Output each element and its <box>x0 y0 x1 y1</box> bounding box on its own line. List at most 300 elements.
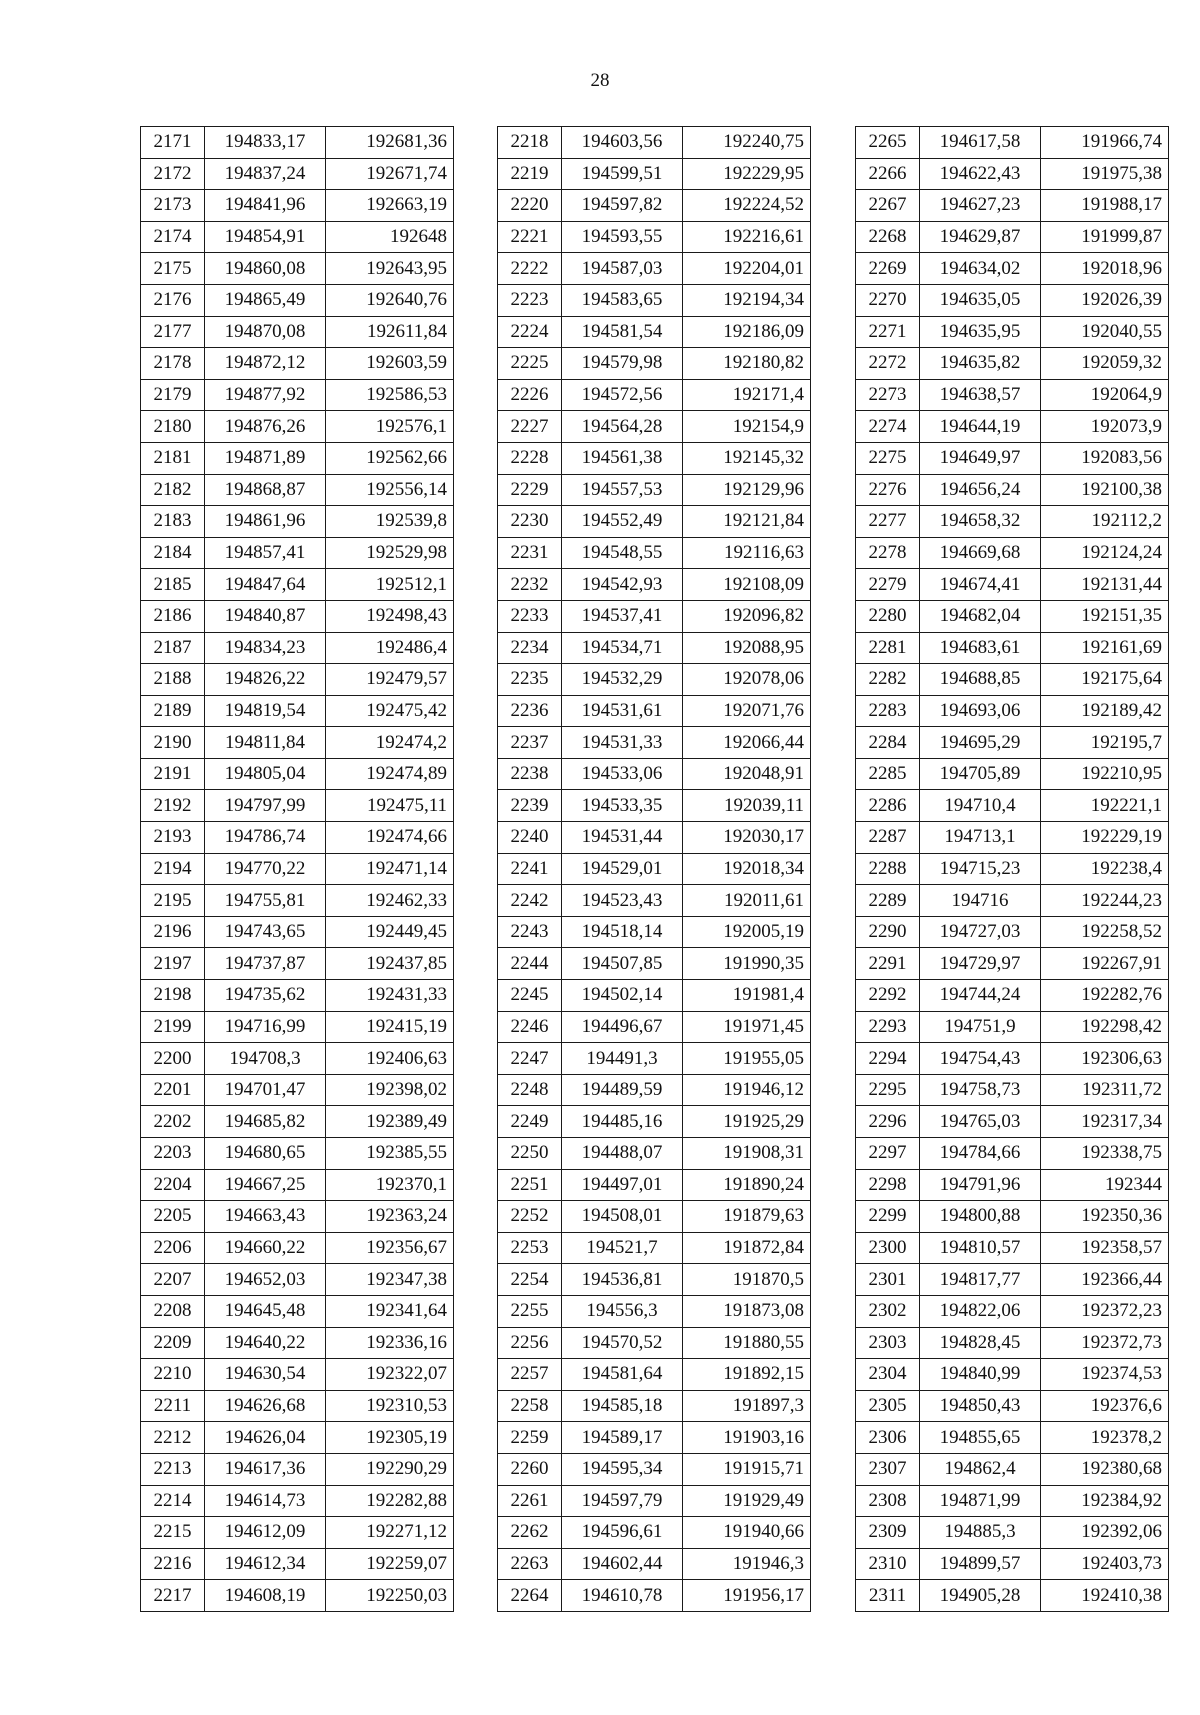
point-number-cell: 2197 <box>141 948 205 980</box>
y-coordinate-cell: 192562,66 <box>326 442 454 474</box>
table-row <box>498 822 811 854</box>
table-row <box>141 790 454 822</box>
y-coordinate-cell: 192259,07 <box>326 1548 454 1580</box>
x-coordinate-cell: 194596,61 <box>562 1517 683 1549</box>
table-row <box>498 379 811 411</box>
x-coordinate-cell: 194581,54 <box>562 316 683 348</box>
x-coordinate-cell: 194755,81 <box>205 885 326 917</box>
point-number-cell: 2203 <box>141 1138 205 1170</box>
y-coordinate-cell: 191999,87 <box>1041 221 1169 253</box>
x-coordinate-cell: 194617,58 <box>920 127 1041 159</box>
x-coordinate-cell: 194744,24 <box>920 980 1041 1012</box>
x-coordinate-cell: 194871,89 <box>205 442 326 474</box>
y-coordinate-cell: 192271,12 <box>326 1517 454 1549</box>
y-coordinate-cell: 192322,07 <box>326 1359 454 1391</box>
x-coordinate-cell: 194617,36 <box>205 1453 326 1485</box>
point-number-cell: 2192 <box>141 790 205 822</box>
table-row <box>498 1043 811 1075</box>
point-number-cell: 2304 <box>856 1359 920 1391</box>
point-number-cell: 2213 <box>141 1453 205 1485</box>
table-row <box>856 664 1169 696</box>
table-row <box>856 632 1169 664</box>
x-coordinate-cell: 194635,82 <box>920 348 1041 380</box>
x-coordinate-cell: 194640,22 <box>205 1327 326 1359</box>
table-row <box>141 1485 454 1517</box>
x-coordinate-cell: 194765,03 <box>920 1106 1041 1138</box>
point-number-cell: 2211 <box>141 1390 205 1422</box>
table-row <box>498 1485 811 1517</box>
point-number-cell: 2224 <box>498 316 562 348</box>
table-row <box>141 1453 454 1485</box>
table-row <box>498 1169 811 1201</box>
y-coordinate-cell: 192356,67 <box>326 1232 454 1264</box>
point-number-cell: 2264 <box>498 1580 562 1612</box>
point-number-cell: 2286 <box>856 790 920 822</box>
point-number-cell: 2297 <box>856 1138 920 1170</box>
y-coordinate-cell: 192380,68 <box>1041 1453 1169 1485</box>
point-number-cell: 2306 <box>856 1422 920 1454</box>
point-number-cell: 2285 <box>856 758 920 790</box>
table-row <box>498 190 811 222</box>
point-number-cell: 2292 <box>856 980 920 1012</box>
point-number-cell: 2249 <box>498 1106 562 1138</box>
table-row <box>856 1485 1169 1517</box>
point-number-cell: 2258 <box>498 1390 562 1422</box>
table-row <box>856 316 1169 348</box>
x-coordinate-cell: 194735,62 <box>205 980 326 1012</box>
table-row <box>141 1011 454 1043</box>
point-number-cell: 2293 <box>856 1011 920 1043</box>
table-row <box>498 1138 811 1170</box>
x-coordinate-cell: 194508,01 <box>562 1201 683 1233</box>
point-number-cell: 2171 <box>141 127 205 159</box>
table-row <box>856 127 1169 159</box>
table-row <box>498 1232 811 1264</box>
x-coordinate-cell: 194534,71 <box>562 632 683 664</box>
y-coordinate-cell: 192372,73 <box>1041 1327 1169 1359</box>
x-coordinate-cell: 194542,93 <box>562 569 683 601</box>
point-number-cell: 2308 <box>856 1485 920 1517</box>
point-number-cell: 2296 <box>856 1106 920 1138</box>
x-coordinate-cell: 194727,03 <box>920 916 1041 948</box>
point-number-cell: 2294 <box>856 1043 920 1075</box>
point-number-cell: 2235 <box>498 664 562 696</box>
x-coordinate-cell: 194608,19 <box>205 1580 326 1612</box>
point-number-cell: 2243 <box>498 916 562 948</box>
x-coordinate-cell: 194536,81 <box>562 1264 683 1296</box>
x-coordinate-cell: 194805,04 <box>205 758 326 790</box>
x-coordinate-cell: 194614,73 <box>205 1485 326 1517</box>
table-row <box>856 474 1169 506</box>
point-number-cell: 2254 <box>498 1264 562 1296</box>
y-coordinate-cell: 192431,33 <box>326 980 454 1012</box>
point-number-cell: 2251 <box>498 1169 562 1201</box>
table-row <box>856 1169 1169 1201</box>
table-row <box>498 980 811 1012</box>
point-number-cell: 2282 <box>856 664 920 696</box>
point-number-cell: 2281 <box>856 632 920 664</box>
y-coordinate-cell: 191925,29 <box>683 1106 811 1138</box>
table-row <box>141 1043 454 1075</box>
point-number-cell: 2233 <box>498 600 562 632</box>
table-row <box>141 411 454 443</box>
x-coordinate-cell: 194840,87 <box>205 600 326 632</box>
y-coordinate-cell: 192175,64 <box>1041 664 1169 696</box>
table-row <box>856 727 1169 759</box>
x-coordinate-cell: 194857,41 <box>205 537 326 569</box>
y-coordinate-cell: 191955,05 <box>683 1043 811 1075</box>
table-row <box>856 506 1169 538</box>
x-coordinate-cell: 194855,65 <box>920 1422 1041 1454</box>
point-number-cell: 2248 <box>498 1074 562 1106</box>
y-coordinate-cell: 192358,57 <box>1041 1232 1169 1264</box>
y-coordinate-cell: 192195,7 <box>1041 727 1169 759</box>
x-coordinate-cell: 194811,84 <box>205 727 326 759</box>
x-coordinate-cell: 194715,23 <box>920 853 1041 885</box>
x-coordinate-cell: 194629,87 <box>920 221 1041 253</box>
point-number-cell: 2276 <box>856 474 920 506</box>
y-coordinate-cell: 192224,52 <box>683 190 811 222</box>
table-row <box>498 1106 811 1138</box>
point-number-cell: 2173 <box>141 190 205 222</box>
point-number-cell: 2202 <box>141 1106 205 1138</box>
x-coordinate-cell: 194751,9 <box>920 1011 1041 1043</box>
y-coordinate-cell: 191988,17 <box>1041 190 1169 222</box>
point-number-cell: 2200 <box>141 1043 205 1075</box>
table-row <box>856 1580 1169 1612</box>
point-number-cell: 2239 <box>498 790 562 822</box>
x-coordinate-cell: 194885,3 <box>920 1517 1041 1549</box>
x-coordinate-cell: 194667,25 <box>205 1169 326 1201</box>
point-number-cell: 2298 <box>856 1169 920 1201</box>
x-coordinate-cell: 194758,73 <box>920 1074 1041 1106</box>
point-number-cell: 2246 <box>498 1011 562 1043</box>
x-coordinate-cell: 194552,49 <box>562 506 683 538</box>
table-row <box>856 1327 1169 1359</box>
y-coordinate-cell: 191975,38 <box>1041 158 1169 190</box>
x-coordinate-cell: 194861,96 <box>205 506 326 538</box>
y-coordinate-cell: 192475,42 <box>326 695 454 727</box>
y-coordinate-cell: 192471,14 <box>326 853 454 885</box>
point-number-cell: 2275 <box>856 442 920 474</box>
y-coordinate-cell: 191880,55 <box>683 1327 811 1359</box>
point-number-cell: 2291 <box>856 948 920 980</box>
x-coordinate-cell: 194597,79 <box>562 1485 683 1517</box>
table-row <box>498 316 811 348</box>
y-coordinate-cell: 192347,38 <box>326 1264 454 1296</box>
x-coordinate-cell: 194800,88 <box>920 1201 1041 1233</box>
table-row <box>141 474 454 506</box>
table-row <box>856 1106 1169 1138</box>
x-coordinate-cell: 194754,43 <box>920 1043 1041 1075</box>
point-number-cell: 2307 <box>856 1453 920 1485</box>
x-coordinate-cell: 194531,44 <box>562 822 683 854</box>
y-coordinate-cell: 192350,36 <box>1041 1201 1169 1233</box>
table-row <box>498 158 811 190</box>
table-row <box>856 695 1169 727</box>
table-row <box>498 1327 811 1359</box>
table-row <box>498 790 811 822</box>
point-number-cell: 2196 <box>141 916 205 948</box>
table-row <box>498 127 811 159</box>
table-row <box>141 758 454 790</box>
x-coordinate-cell: 194529,01 <box>562 853 683 885</box>
x-coordinate-cell: 194865,49 <box>205 284 326 316</box>
table-row <box>856 1043 1169 1075</box>
y-coordinate-cell: 191915,71 <box>683 1453 811 1485</box>
x-coordinate-cell: 194485,16 <box>562 1106 683 1138</box>
y-coordinate-cell: 192378,2 <box>1041 1422 1169 1454</box>
point-number-cell: 2216 <box>141 1548 205 1580</box>
y-coordinate-cell: 191956,17 <box>683 1580 811 1612</box>
point-number-cell: 2267 <box>856 190 920 222</box>
y-coordinate-cell: 192216,61 <box>683 221 811 253</box>
x-coordinate-cell: 194868,87 <box>205 474 326 506</box>
table-row <box>498 1201 811 1233</box>
table-row <box>141 885 454 917</box>
x-coordinate-cell: 194682,04 <box>920 600 1041 632</box>
table-row <box>498 885 811 917</box>
point-number-cell: 2277 <box>856 506 920 538</box>
point-number-cell: 2178 <box>141 348 205 380</box>
point-number-cell: 2199 <box>141 1011 205 1043</box>
point-number-cell: 2309 <box>856 1517 920 1549</box>
table-row <box>141 600 454 632</box>
table-row <box>856 853 1169 885</box>
y-coordinate-cell: 192474,66 <box>326 822 454 854</box>
table-row <box>498 1264 811 1296</box>
table-row <box>141 695 454 727</box>
table-row <box>856 158 1169 190</box>
point-number-cell: 2270 <box>856 284 920 316</box>
y-coordinate-cell: 192410,38 <box>1041 1580 1169 1612</box>
y-coordinate-cell: 191946,12 <box>683 1074 811 1106</box>
point-number-cell: 2234 <box>498 632 562 664</box>
x-coordinate-cell: 194817,77 <box>920 1264 1041 1296</box>
table-row <box>856 1264 1169 1296</box>
y-coordinate-cell: 192026,39 <box>1041 284 1169 316</box>
table-row <box>498 853 811 885</box>
x-coordinate-cell: 194669,68 <box>920 537 1041 569</box>
y-coordinate-cell: 192498,43 <box>326 600 454 632</box>
x-coordinate-cell: 194603,56 <box>562 127 683 159</box>
point-number-cell: 2228 <box>498 442 562 474</box>
table-row <box>856 1011 1169 1043</box>
x-coordinate-cell: 194841,96 <box>205 190 326 222</box>
point-number-cell: 2212 <box>141 1422 205 1454</box>
y-coordinate-cell: 192403,73 <box>1041 1548 1169 1580</box>
table-row <box>856 1390 1169 1422</box>
table-row <box>141 1517 454 1549</box>
table-row <box>141 379 454 411</box>
y-coordinate-cell: 192039,11 <box>683 790 811 822</box>
table-row <box>498 442 811 474</box>
x-coordinate-cell: 194737,87 <box>205 948 326 980</box>
y-coordinate-cell: 192151,35 <box>1041 600 1169 632</box>
table-row <box>856 885 1169 917</box>
point-number-cell: 2174 <box>141 221 205 253</box>
point-number-cell: 2209 <box>141 1327 205 1359</box>
point-number-cell: 2247 <box>498 1043 562 1075</box>
y-coordinate-cell: 192018,34 <box>683 853 811 885</box>
point-number-cell: 2193 <box>141 822 205 854</box>
y-coordinate-cell: 192415,19 <box>326 1011 454 1043</box>
y-coordinate-cell: 192305,19 <box>326 1422 454 1454</box>
table-row <box>498 632 811 664</box>
x-coordinate-cell: 194877,92 <box>205 379 326 411</box>
table-row <box>856 916 1169 948</box>
x-coordinate-cell: 194695,29 <box>920 727 1041 759</box>
point-number-cell: 2288 <box>856 853 920 885</box>
table-row <box>141 348 454 380</box>
x-coordinate-cell: 194786,74 <box>205 822 326 854</box>
y-coordinate-cell: 192229,19 <box>1041 822 1169 854</box>
table-row <box>141 1295 454 1327</box>
table-row <box>141 316 454 348</box>
table-row <box>498 1295 811 1327</box>
point-number-cell: 2303 <box>856 1327 920 1359</box>
x-coordinate-cell: 194729,97 <box>920 948 1041 980</box>
x-coordinate-cell: 194872,12 <box>205 348 326 380</box>
x-coordinate-cell: 194521,7 <box>562 1232 683 1264</box>
point-number-cell: 2217 <box>141 1580 205 1612</box>
point-number-cell: 2300 <box>856 1232 920 1264</box>
point-number-cell: 2175 <box>141 253 205 285</box>
table-row <box>856 284 1169 316</box>
y-coordinate-cell: 192363,24 <box>326 1201 454 1233</box>
y-coordinate-cell: 191971,45 <box>683 1011 811 1043</box>
x-coordinate-cell: 194826,22 <box>205 664 326 696</box>
x-coordinate-cell: 194497,01 <box>562 1169 683 1201</box>
y-coordinate-cell: 192121,84 <box>683 506 811 538</box>
x-coordinate-cell: 194784,66 <box>920 1138 1041 1170</box>
point-number-cell: 2274 <box>856 411 920 443</box>
x-coordinate-cell: 194797,99 <box>205 790 326 822</box>
point-number-cell: 2238 <box>498 758 562 790</box>
x-coordinate-cell: 194634,02 <box>920 253 1041 285</box>
x-coordinate-cell: 194579,98 <box>562 348 683 380</box>
table-row <box>498 506 811 538</box>
x-coordinate-cell: 194587,03 <box>562 253 683 285</box>
point-number-cell: 2210 <box>141 1359 205 1391</box>
table-row <box>141 284 454 316</box>
table-row <box>498 569 811 601</box>
y-coordinate-cell: 192161,69 <box>1041 632 1169 664</box>
point-number-cell: 2225 <box>498 348 562 380</box>
y-coordinate-cell: 192238,4 <box>1041 853 1169 885</box>
x-coordinate-cell: 194705,89 <box>920 758 1041 790</box>
x-coordinate-cell: 194899,57 <box>920 1548 1041 1580</box>
table-row <box>856 253 1169 285</box>
y-coordinate-cell: 192648 <box>326 221 454 253</box>
point-number-cell: 2268 <box>856 221 920 253</box>
table-row <box>856 442 1169 474</box>
point-number-cell: 2185 <box>141 569 205 601</box>
y-coordinate-cell: 192129,96 <box>683 474 811 506</box>
x-coordinate-cell: 194583,65 <box>562 284 683 316</box>
x-coordinate-cell: 194713,1 <box>920 822 1041 854</box>
table-row <box>856 1074 1169 1106</box>
y-coordinate-cell: 192229,95 <box>683 158 811 190</box>
y-coordinate-cell: 192145,32 <box>683 442 811 474</box>
point-number-cell: 2201 <box>141 1074 205 1106</box>
point-number-cell: 2180 <box>141 411 205 443</box>
x-coordinate-cell: 194685,82 <box>205 1106 326 1138</box>
x-coordinate-cell: 194649,97 <box>920 442 1041 474</box>
point-number-cell: 2245 <box>498 980 562 1012</box>
point-number-cell: 2181 <box>141 442 205 474</box>
y-coordinate-cell: 192306,63 <box>1041 1043 1169 1075</box>
table-row <box>856 1453 1169 1485</box>
y-coordinate-cell: 192611,84 <box>326 316 454 348</box>
y-coordinate-cell: 191946,3 <box>683 1548 811 1580</box>
table-row <box>498 474 811 506</box>
y-coordinate-cell: 192030,17 <box>683 822 811 854</box>
y-coordinate-cell: 192317,34 <box>1041 1106 1169 1138</box>
y-coordinate-cell: 192437,85 <box>326 948 454 980</box>
table-row <box>141 1580 454 1612</box>
x-coordinate-cell: 194905,28 <box>920 1580 1041 1612</box>
point-number-cell: 2272 <box>856 348 920 380</box>
table-row <box>856 600 1169 632</box>
coordinates-table-3 <box>855 126 1169 1612</box>
table-row <box>498 1548 811 1580</box>
y-coordinate-cell: 191873,08 <box>683 1295 811 1327</box>
x-coordinate-cell: 194612,34 <box>205 1548 326 1580</box>
x-coordinate-cell: 194570,52 <box>562 1327 683 1359</box>
x-coordinate-cell: 194828,45 <box>920 1327 1041 1359</box>
table-row <box>856 948 1169 980</box>
table-row <box>856 758 1169 790</box>
x-coordinate-cell: 194523,43 <box>562 885 683 917</box>
x-coordinate-cell: 194837,24 <box>205 158 326 190</box>
table-row <box>141 190 454 222</box>
x-coordinate-cell: 194688,85 <box>920 664 1041 696</box>
y-coordinate-cell: 192108,09 <box>683 569 811 601</box>
y-coordinate-cell: 191892,15 <box>683 1359 811 1391</box>
y-coordinate-cell: 191966,74 <box>1041 127 1169 159</box>
y-coordinate-cell: 191879,63 <box>683 1201 811 1233</box>
y-coordinate-cell: 192210,95 <box>1041 758 1169 790</box>
point-number-cell: 2223 <box>498 284 562 316</box>
table-row <box>141 1138 454 1170</box>
table-row <box>498 221 811 253</box>
y-coordinate-cell: 192556,14 <box>326 474 454 506</box>
page-number: 28 <box>590 70 610 91</box>
x-coordinate-cell: 194496,67 <box>562 1011 683 1043</box>
point-number-cell: 2250 <box>498 1138 562 1170</box>
point-number-cell: 2262 <box>498 1517 562 1549</box>
x-coordinate-cell: 194862,4 <box>920 1453 1041 1485</box>
x-coordinate-cell: 194658,32 <box>920 506 1041 538</box>
point-number-cell: 2241 <box>498 853 562 885</box>
x-coordinate-cell: 194819,54 <box>205 695 326 727</box>
point-number-cell: 2195 <box>141 885 205 917</box>
y-coordinate-cell: 192479,57 <box>326 664 454 696</box>
point-number-cell: 2190 <box>141 727 205 759</box>
table-row <box>856 1138 1169 1170</box>
y-coordinate-cell: 192384,92 <box>1041 1485 1169 1517</box>
point-number-cell: 2255 <box>498 1295 562 1327</box>
y-coordinate-cell: 192096,82 <box>683 600 811 632</box>
point-number-cell: 2179 <box>141 379 205 411</box>
table-row <box>141 1390 454 1422</box>
y-coordinate-cell: 192071,76 <box>683 695 811 727</box>
y-coordinate-cell: 191940,66 <box>683 1517 811 1549</box>
x-coordinate-cell: 194531,33 <box>562 727 683 759</box>
x-coordinate-cell: 194626,68 <box>205 1390 326 1422</box>
y-coordinate-cell: 192298,42 <box>1041 1011 1169 1043</box>
